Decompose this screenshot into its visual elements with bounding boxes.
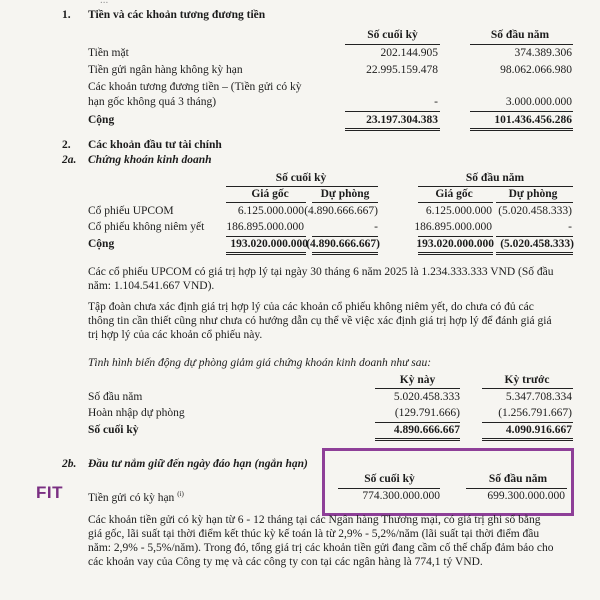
movement-col-prev: Kỳ trước — [504, 374, 550, 386]
s2a-group-start: Số đầu năm — [465, 172, 525, 184]
s2b-note-line: các khoản vay của Công ty mẹ và các công ty con tại các ngân hàng là 774,1 tỷ VND. — [88, 556, 483, 568]
cut-off-header: ... — [100, 0, 109, 6]
s2a-total-cost-end: 193.020.000.000 — [230, 238, 308, 250]
s2a-h-cost: Giá gốc — [435, 188, 473, 200]
movement-v2: 5.347.708.334 — [505, 391, 572, 403]
section-2a-title: Chứng khoán kinh doanh — [88, 154, 212, 166]
s1-col-start: Số đầu năm — [490, 29, 550, 41]
movement-total-label: Số cuối kỳ — [88, 424, 139, 436]
s2a-h-prov: Dự phòng — [508, 188, 558, 200]
s1-row-v1: - — [434, 96, 438, 108]
s2b-row-label: Tiền gửi có kỳ hạn $^{(i)}$ — [88, 490, 184, 504]
section-2b-number: 2b. — [62, 458, 77, 470]
s2a-para1-line: năm: 1.104.541.667 VND). — [88, 280, 215, 292]
movement-total-v2: 4.090.916.667 — [505, 424, 572, 436]
s2a-cost-start: 186.895.000.000 — [414, 221, 492, 233]
s2a-total-prov-start: (5.020.458.333) — [500, 238, 574, 250]
s1-total-label: Cộng — [88, 114, 115, 126]
s2a-para1-line: Các cổ phiếu UPCOM có giá trị hợp lý tại ngày 30 tháng 6 năm 2025 là 1.234.333.333 VND (Số đầu — [88, 266, 554, 278]
s1-row-v2: 374.389.306 — [514, 47, 572, 59]
s2a-group-end: Số cuối kỳ — [275, 172, 327, 184]
s2a-prov-end: - — [374, 221, 378, 233]
s2a-h-cost: Giá gốc — [251, 188, 289, 200]
movement-total-v1: 4.890.666.667 — [393, 424, 460, 436]
s1-row-label: Tiền mặt — [88, 47, 129, 59]
s1-row-label: Các khoản tương đương tiền – (Tiền gửi có kỳ — [88, 81, 302, 93]
movement-row-label: Hoàn nhập dự phòng — [88, 407, 185, 419]
fit-watermark: FIT — [36, 483, 63, 502]
note-reference: (i) — [177, 490, 184, 498]
s2a-total-cost-start: 193.020.000.000 — [416, 238, 494, 250]
s2a-prov-end: (4.890.666.667) — [304, 205, 378, 217]
s2b-v2: 699.300.000.000 — [487, 490, 565, 502]
section-1-title: Tiền và các khoản tương đương tiền — [88, 9, 266, 21]
s1-row-v1: 202.144.905 — [380, 47, 438, 59]
s2b-note-line: năm: 2,9% - 5,5%/năm). Trong đó, tổng giá trị các khoản tiền gửi đang cầm cố thế chấp đảm bảo cho — [88, 542, 554, 554]
movement-v2: (1.256.791.667) — [498, 407, 572, 419]
s2b-v1: 774.300.000.000 — [362, 490, 440, 502]
s2a-para2-line: thông tin cần thiết cũng như chưa có hướng dẫn cụ thể về việc xác định giá trị hợp lý để đánh giá giá — [88, 315, 552, 327]
s2a-cost-end: 186.895.000.000 — [226, 221, 304, 233]
section-1-number: 1. — [62, 9, 71, 21]
s1-total-v1: 23.197.304.383 — [366, 114, 438, 126]
s2a-prov-start: (5.020.458.333) — [498, 205, 572, 217]
s1-row-label: Tiền gửi ngân hàng không kỳ hạn — [88, 64, 243, 76]
s1-row-label-cont: hạn gốc không quá 3 tháng) — [88, 96, 217, 108]
movement-row-label: Số đầu năm — [88, 391, 143, 403]
s2a-prov-start: - — [568, 221, 572, 233]
movement-title: Tình hình biến động dự phòng giảm giá chứng khoán kinh doanh như sau: — [88, 357, 432, 369]
s2a-para2-line: Tập đoàn chưa xác định giá trị hợp lý của các khoản cổ phiếu không niêm yết, do chưa có đủ các — [88, 301, 534, 313]
s2a-h-prov: Dự phòng — [320, 188, 370, 200]
section-2a-number: 2a. — [62, 154, 77, 166]
s1-row-v2: 3.000.000.000 — [505, 96, 572, 108]
s2a-row-label: Cổ phiếu UPCOM — [88, 205, 174, 217]
movement-v1: 5.020.458.333 — [393, 391, 460, 403]
s1-total-v2: 101.436.456.286 — [494, 114, 572, 126]
s2b-col-end: Số cuối kỳ — [364, 473, 415, 485]
movement-col-this: Kỳ này — [399, 374, 436, 386]
s2b-col-start: Số đầu năm — [488, 473, 548, 485]
s2a-total-prov-end: (4.890.666.667) — [306, 238, 380, 250]
s2a-cost-end: 6.125.000.000 — [237, 205, 304, 217]
section-2b-title: Đầu tư nắm giữ đến ngày đáo hạn (ngắn hạn) — [88, 458, 308, 470]
section-2-number: 2. — [62, 139, 71, 151]
s1-row-v1: 22.995.159.478 — [366, 64, 438, 76]
section-2-title: Các khoản đầu tư tài chính — [88, 139, 222, 151]
s1-col-end: Số cuối kỳ — [367, 29, 418, 41]
s2a-total-label: Cộng — [88, 238, 115, 250]
s2a-cost-start: 6.125.000.000 — [425, 205, 492, 217]
s1-row-v2: 98.062.066.980 — [500, 64, 572, 76]
movement-v1: (129.791.666) — [394, 407, 460, 419]
s2b-note-line: Các khoản tiền gửi có kỳ hạn từ 6 - 12 tháng tại các Ngân hàng Thương mại, có giá trị ghi sổ bằng — [88, 514, 541, 526]
s2b-note-line: giá gốc, lãi suất tại thời điểm kết thúc kỳ kế toán là từ 2,9% - 5,2%/năm (lãi suất tại thời điểm đầu — [88, 528, 540, 540]
s2a-para2-line: trị hợp lý của các khoản cổ phiếu này. — [88, 329, 263, 341]
s2a-row-label: Cổ phiếu không niêm yết — [88, 221, 205, 233]
